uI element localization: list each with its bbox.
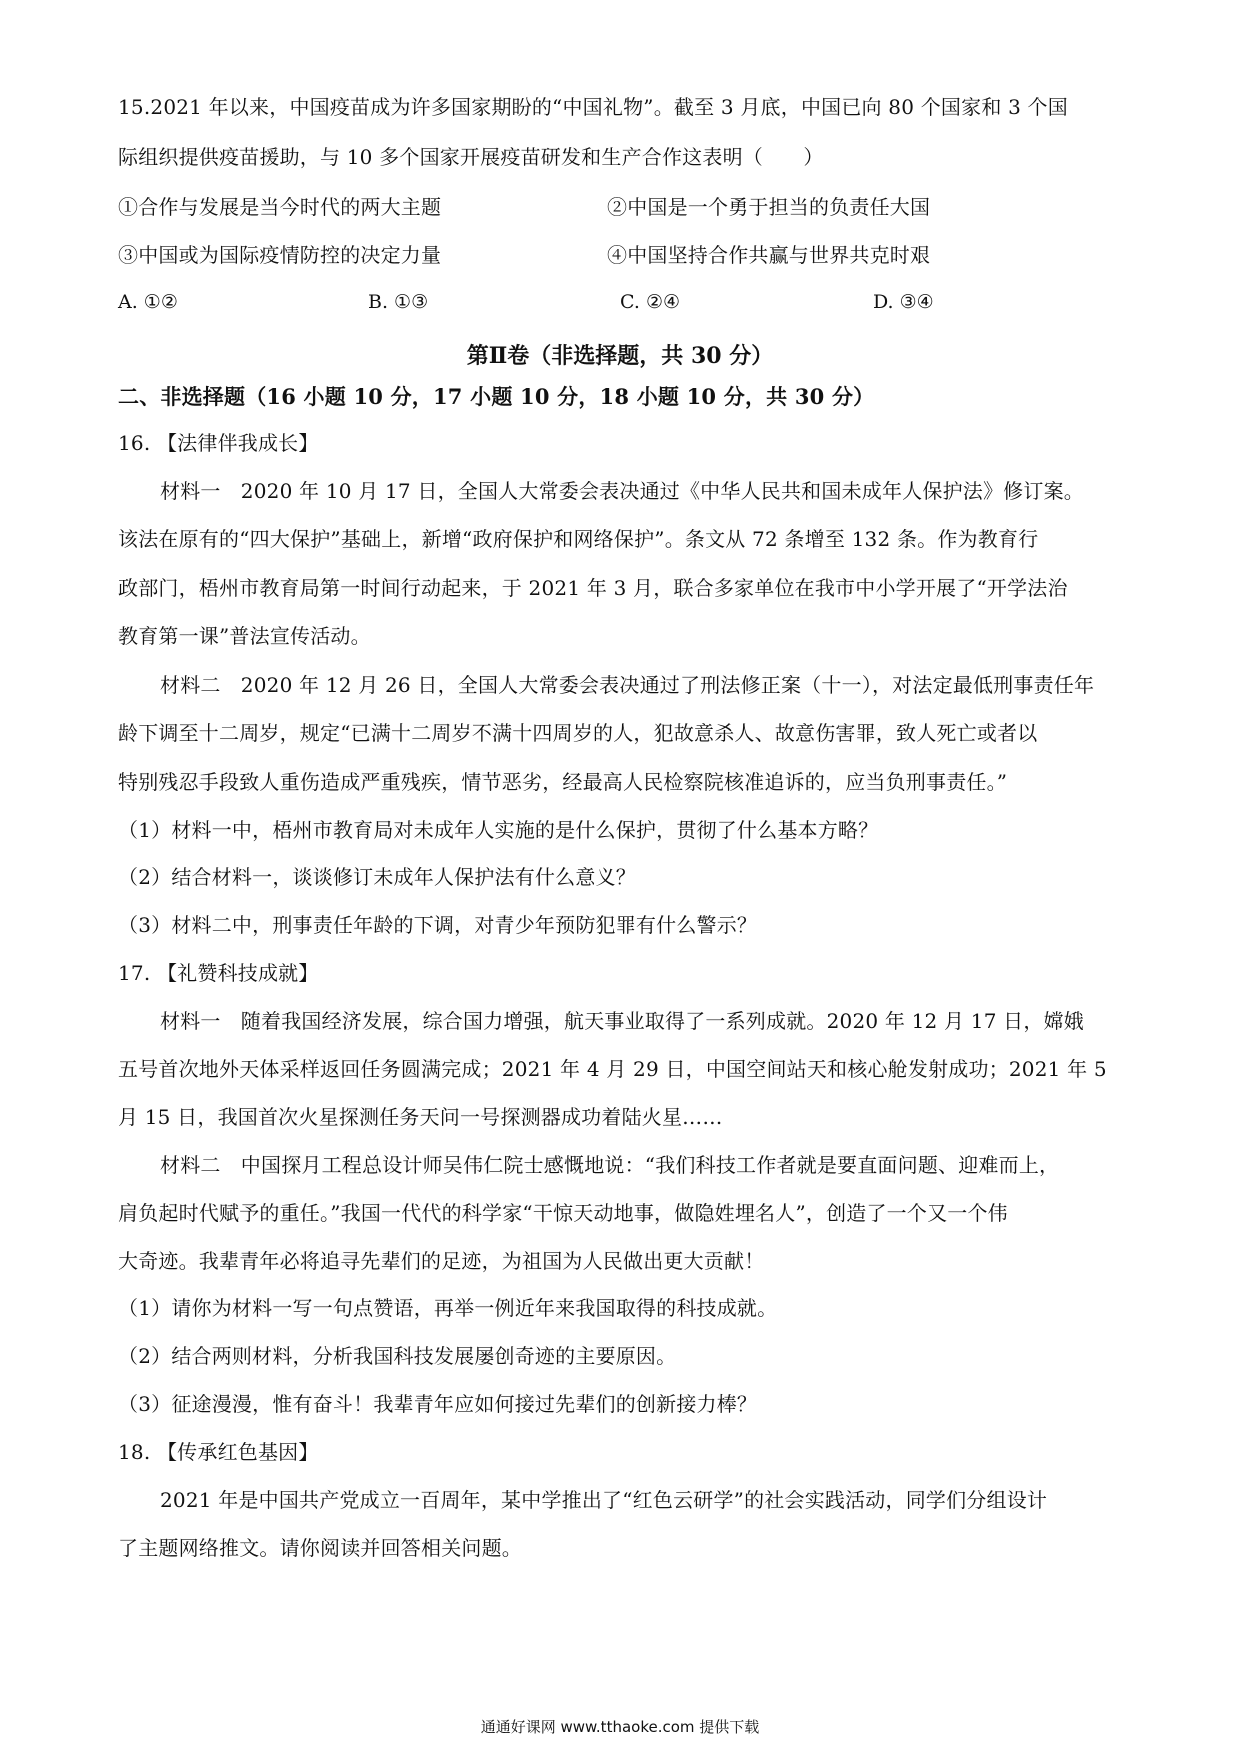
part2-title: 第Ⅱ卷（非选择题，共 30 分） — [466, 343, 774, 369]
q16-material1-line2: 该法在原有的“四大保护”基础上，新增“政府保护和网络保护”。条文从 72 条增至 132 条。作为教育行 — [118, 527, 1039, 551]
q16-material1-line4: 教育第一课”普法宣传活动。 — [118, 624, 371, 648]
q15-choice-c: C. ②④ — [620, 291, 681, 313]
q18-intro-line2: 了主题网络推文。请你阅读并回答相关问题。 — [118, 1536, 522, 1560]
q15-stem-line1: 15.2021 年以来，中国疫苗成为许多国家期盼的“中国礼物”。截至 3 月底，中国已向 80 个国家和 3 个国 — [118, 95, 1068, 119]
q17-material2-line1: 材料二 中国探月工程总设计师吴伟仁院士感慨地说：“我们科技工作者就是要直面问题、迎难而上， — [160, 1153, 1060, 1177]
page-footer: 通通好课网 www.tthaoke.com 提供下载 — [480, 1718, 760, 1736]
q15-option-4: ④中国坚持合作共赢与世界共克时艰 — [607, 243, 931, 267]
q18-title: 18. 【传承红色基因】 — [118, 1440, 319, 1464]
q15-option-3: ③中国或为国际疫情防控的决定力量 — [118, 243, 442, 267]
q17-subquestion-1: （1）请你为材料一写一句点赞语，再举一例近年来我国取得的科技成就。 — [118, 1296, 778, 1320]
q18-intro-line1: 2021 年是中国共产党成立一百周年，某中学推出了“红色云研学”的社会实践活动，同学们分组设计 — [160, 1488, 1048, 1512]
q16-material2-line2: 龄下调至十二周岁，规定“已满十二周岁不满十四周岁的人，犯故意杀人、故意伤害罪，致人死亡或者以 — [118, 721, 1038, 745]
q17-material1-line3: 月 15 日，我国首次火星探测任务天问一号探测器成功着陆火星…… — [118, 1105, 723, 1129]
q17-material1-line2: 五号首次地外天体采样返回任务圆满完成；2021 年 4 月 29 日，中国空间站天和核心舱发射成功；2021 年 5 — [118, 1057, 1107, 1081]
q17-material1-line1: 材料一 随着我国经济发展，综合国力增强，航天事业取得了一系列成就。2020 年 12 月 17 日，嫦娥 — [160, 1009, 1084, 1033]
q15-option-2: ②中国是一个勇于担当的负责任大国 — [607, 195, 931, 219]
q17-subquestion-3: （3）征途漫漫，惟有奋斗！我辈青年应如何接过先辈们的创新接力棒？ — [118, 1392, 758, 1416]
q16-title: 16. 【法律伴我成长】 — [118, 431, 319, 455]
q16-subquestion-2: （2）结合材料一，谈谈修订未成年人保护法有什么意义？ — [118, 865, 636, 889]
q15-stem-line2: 际组织提供疫苗援助，与 10 多个国家开展疫苗研发和生产合作这表明（ ） — [118, 145, 824, 169]
q17-material2-line3: 大奇迹。我辈青年必将追寻先辈们的足迹，为祖国为人民做出更大贡献！ — [118, 1249, 765, 1273]
q16-subquestion-3: （3）材料二中，刑事责任年龄的下调，对青少年预防犯罪有什么警示？ — [118, 913, 758, 937]
part2-heading: 二、非选择题（16 小题 10 分，17 小题 10 分，18 小题 10 分，共 30 分） — [118, 384, 875, 409]
q15-option-1: ①合作与发展是当今时代的两大主题 — [118, 195, 442, 219]
q16-subquestion-1: （1）材料一中，梧州市教育局对未成年人实施的是什么保护，贯彻了什么基本方略？ — [118, 818, 879, 842]
q15-choice-b: B. ①③ — [368, 291, 429, 313]
q16-material1-line3: 政部门，梧州市教育局第一时间行动起来，于 2021 年 3 月，联合多家单位在我市中小学开展了“开学法治 — [118, 576, 1068, 600]
q15-choice-d: D. ③④ — [873, 291, 934, 313]
q16-material2-line3: 特别残忍手段致人重伤造成严重残疾，情节恶劣，经最高人民检察院核准追诉的，应当负刑事责任。” — [118, 770, 1008, 794]
q17-title: 17. 【礼赞科技成就】 — [118, 961, 319, 985]
q17-material2-line2: 肩负起时代赋予的重任。”我国一代代的科学家“干惊天动地事，做隐姓埋名人”，创造了一个又一个伟 — [118, 1201, 1008, 1225]
q16-material1-line1: 材料一 2020 年 10 月 17 日，全国人大常委会表决通过《中华人民共和国未成年人保护法》修订案。 — [160, 479, 1084, 503]
q16-material2-line1: 材料二 2020 年 12 月 26 日，全国人大常委会表决通过了刑法修正案（十一），对法定最低刑事责任年 — [160, 673, 1095, 697]
q15-choice-a: A. ①② — [118, 291, 178, 313]
q17-subquestion-2: （2）结合两则材料，分析我国科技发展屡创奇迹的主要原因。 — [118, 1344, 677, 1368]
